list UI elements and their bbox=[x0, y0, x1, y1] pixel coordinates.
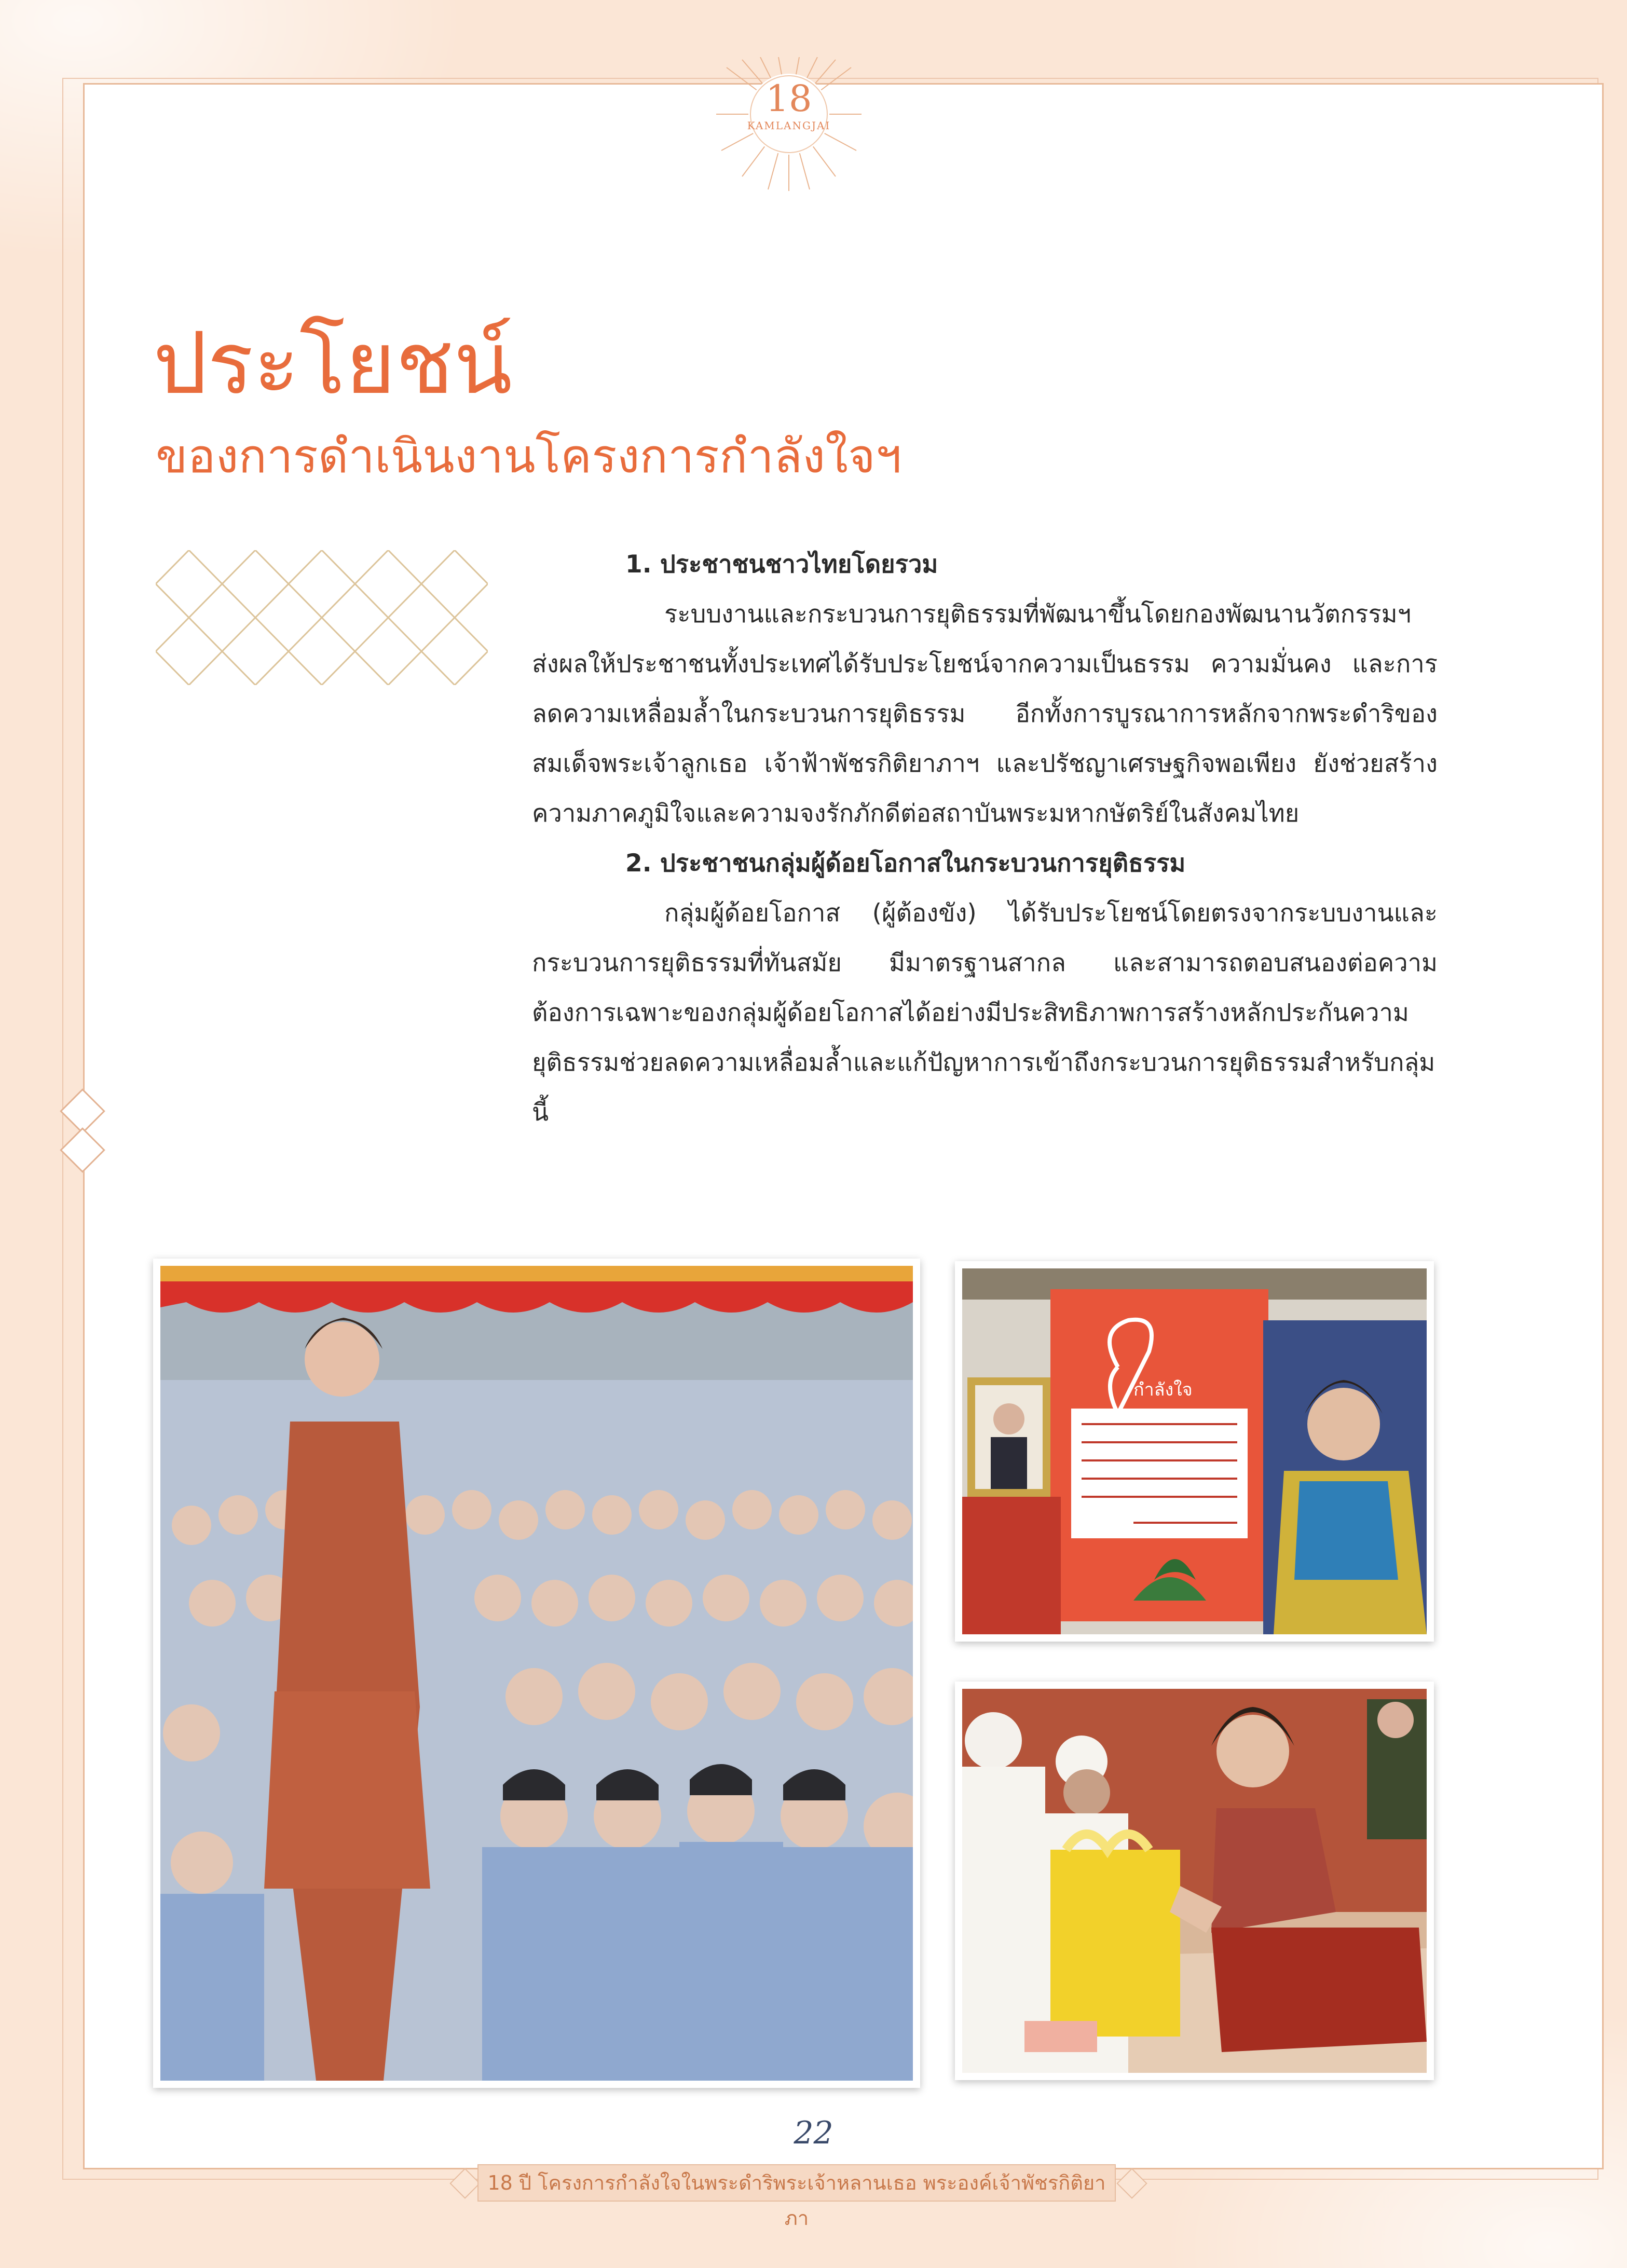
footer-caption: 18 ปี โครงการกำลังใจในพระดำริพระเจ้าหลานเธอ พระองค์เจ้าพัชรกิติยาภา bbox=[477, 2164, 1116, 2202]
article-body bbox=[532, 540, 1438, 1138]
page-subtitle: ของการดำเนินงานโครงการกำลังใจฯ bbox=[156, 429, 902, 484]
photo-gift-presentation bbox=[955, 1682, 1434, 2080]
section-paragraph: กลุ่มผู้ด้อยโอกาส (ผู้ต้องขัง) ได้รับประโยชน์โดยตรงจากระบบงานและกระบวนการยุติธรรมที่ทันสมัย มีมาตรฐานสากล และสามารถตอบสนองต่อความต้องการเฉพาะของกลุ่มผู้ด้อยโอกาสได้อย่างมีประสิทธิภาพการสร้างหลักประกันความยุติธรรมช่วยลดความเหลื่อมล้ำและแก้ปัญหาการเข้าถึงกระบวนการยุติธรรมสำหรับกลุ่มนี้ bbox=[532, 899, 1438, 1127]
section-paragraph: ระบบงานและกระบวนการยุติธรรมที่พัฒนาขึ้นโดยกองพัฒนานวัตกรรมฯ ส่งผลให้ประชาชนทั้งประเทศได้รับประโยชน์จากความเป็นธรรม ความมั่นคง และการลดความเหลื่อมล้ำในกระบวนการยุติธรรม อีกทั้งการบูรณาการหลักจากพระดำริของสมเด็จพระเจ้าลูกเธอ เจ้าฟ้าพัชรกิติยาภาฯ และปรัชญาเศรษฐกิจพอเพียง ยังช่วยสร้างความภาคภูมิใจและความจงรักภักดีต่อสถาบันพระมหากษัตริย์ในสังคมไทย bbox=[532, 600, 1438, 828]
page-title: ประโยชน์ bbox=[153, 313, 513, 413]
emblem-number: 18 bbox=[765, 77, 812, 120]
kamlangjai-emblem bbox=[711, 57, 867, 192]
photo-exhibition-display bbox=[955, 1261, 1434, 1642]
photo-crowd-gathering bbox=[153, 1259, 920, 2088]
diamond-lattice-ornament bbox=[156, 550, 488, 685]
page-number: 22 bbox=[794, 2115, 833, 2151]
section-heading: 2. ประชาชนกลุ่มผู้ด้อยโอกาสในกระบวนการยุติธรรม bbox=[625, 849, 1186, 878]
display-sign-label: กำลังใจ bbox=[1133, 1379, 1193, 1400]
emblem-label: KAMLANGJAI bbox=[747, 119, 831, 132]
section-heading: 1. ประชาชนชาวไทยโดยรวม bbox=[625, 550, 938, 579]
